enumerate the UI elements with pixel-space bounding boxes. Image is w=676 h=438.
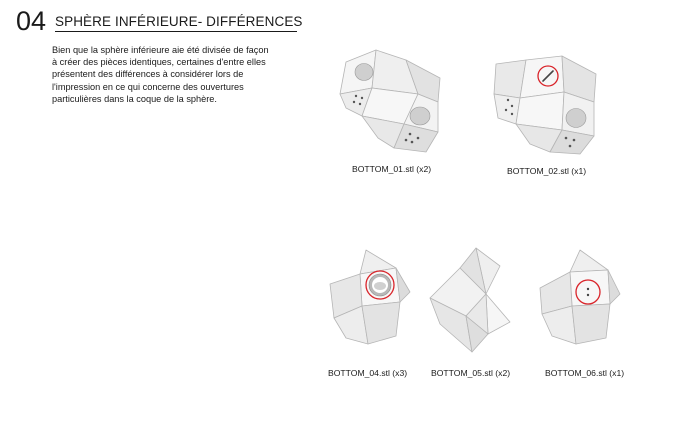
piece-bottom-05-label: BOTTOM_05.stl (x2) — [431, 368, 511, 378]
section-title: SPHÈRE INFÉRIEURE- DIFFÉRENCES — [55, 14, 303, 29]
piece-bottom-06-render — [536, 244, 626, 354]
title-underline — [55, 31, 297, 32]
piece-bottom-01-render — [332, 42, 450, 160]
section-number: 04 — [16, 6, 47, 36]
intro-paragraph: Bien que la sphère inférieure aie été divisée de façon à créer des pièces identiques, certaines d'entre elles présentent des différences à considérer lors de l'impression en ce qui concerne des ouvertures particulières dans la coque de la sphère. — [52, 45, 269, 104]
piece-bottom-02-render — [490, 52, 608, 162]
piece-bottom-01-label: BOTTOM_01.stl (x2) — [352, 164, 432, 174]
piece-bottom-02-label: BOTTOM_02.stl (x1) — [507, 166, 587, 176]
piece-bottom-04-label: BOTTOM_04.stl (x3) — [328, 368, 408, 378]
piece-bottom-05-render — [426, 242, 516, 357]
piece-bottom-06-label: BOTTOM_06.stl (x1) — [545, 368, 625, 378]
piece-bottom-04-render — [326, 244, 416, 354]
